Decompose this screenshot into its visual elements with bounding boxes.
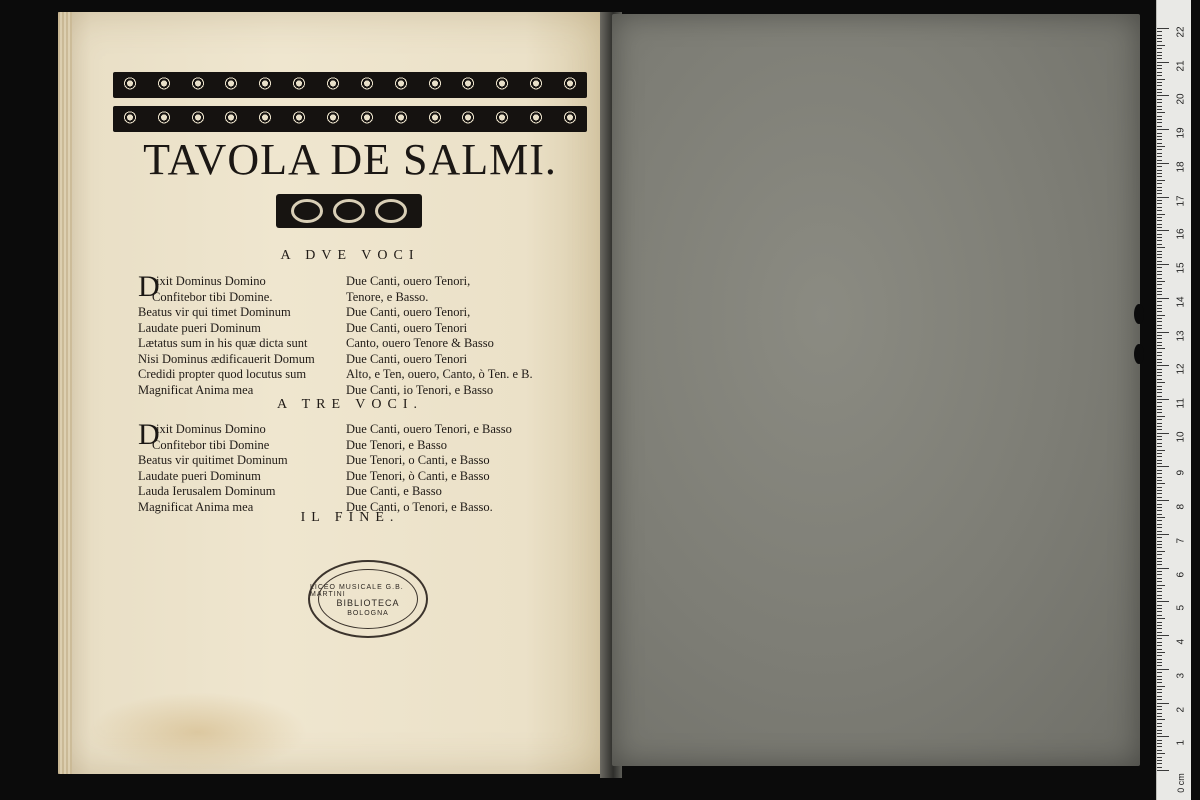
ruler-tick xyxy=(1157,109,1162,110)
vignette-ornament xyxy=(276,194,422,228)
ruler-tick xyxy=(1157,645,1162,646)
ruler-tick xyxy=(1157,564,1162,565)
ruler-tick xyxy=(1157,568,1169,569)
ruler-tick xyxy=(1157,763,1162,764)
ruler-tick xyxy=(1157,45,1165,46)
ruler-tick xyxy=(1157,92,1162,93)
ruler-tick xyxy=(1157,369,1162,370)
ruler-tick xyxy=(1157,591,1162,592)
ruler-tick xyxy=(1157,541,1162,542)
section-heading-two-voices: A DVE VOCI xyxy=(280,248,420,263)
ruler-tick xyxy=(1157,220,1162,221)
page-title: TAVOLA DE SALMI. xyxy=(143,135,557,184)
ruler-tick xyxy=(1157,699,1162,700)
ruler-tick xyxy=(1157,325,1162,326)
ruler-tick xyxy=(1157,716,1162,717)
ruler-tick xyxy=(1157,409,1162,410)
ruler-tick xyxy=(1157,480,1162,481)
ruler-tick xyxy=(1157,524,1162,525)
ruler-tick xyxy=(1157,558,1162,559)
ruler-tick xyxy=(1157,139,1162,140)
ruler-tick xyxy=(1157,153,1162,154)
ruler-tick xyxy=(1157,416,1165,417)
ruler-tick xyxy=(1157,224,1162,225)
section-heading-three-voices: A TRE VOCI. xyxy=(277,397,423,412)
ruler-tick xyxy=(1157,89,1162,90)
ruler-tick xyxy=(1157,638,1162,639)
ruler-label: 8 xyxy=(1175,504,1187,510)
ruler-tick xyxy=(1157,736,1169,737)
ruler-tick xyxy=(1157,267,1162,268)
ruler-label: 4 xyxy=(1175,639,1187,645)
ruler-tick xyxy=(1157,294,1162,295)
ruler-label: 5 xyxy=(1175,605,1187,611)
ruler-tick xyxy=(1157,362,1162,363)
ruler-tick xyxy=(1157,244,1162,245)
ruler-tick xyxy=(1157,652,1165,653)
ruler-tick xyxy=(1157,305,1162,306)
ruler-tick xyxy=(1157,595,1162,596)
ruler-tick xyxy=(1157,176,1162,177)
ruler-tick xyxy=(1157,571,1162,572)
ruler-tick xyxy=(1157,214,1165,215)
ruler-tick xyxy=(1157,682,1162,683)
ruler-label: 19 xyxy=(1175,127,1187,139)
ruler-tick xyxy=(1157,48,1162,49)
ruler-tick xyxy=(1157,534,1169,535)
ruler-tick xyxy=(1157,561,1162,562)
ruler-tick xyxy=(1157,733,1162,734)
ruler-tick xyxy=(1157,439,1162,440)
ruler-tick xyxy=(1157,291,1162,292)
table-row: Nisi Dominus ædificauerit Domum Due Canti, ouero Tenori xyxy=(138,351,468,366)
ruler-tick xyxy=(1157,288,1162,289)
ruler-tick xyxy=(1157,740,1162,741)
ruler-tick xyxy=(1157,450,1165,451)
ruler-tick xyxy=(1157,605,1162,606)
ruler-tick xyxy=(1157,588,1162,589)
ruler-tick xyxy=(1157,709,1162,710)
ruler-tick xyxy=(1157,163,1169,164)
ruler-tick xyxy=(1157,767,1162,768)
ruler-tick xyxy=(1157,578,1162,579)
ruler-tick xyxy=(1157,247,1165,248)
ruler-tick xyxy=(1157,207,1162,208)
library-stamp xyxy=(308,560,428,638)
ruler-tick xyxy=(1157,507,1162,508)
ruler-tick xyxy=(1157,311,1162,312)
ruler-tick xyxy=(1157,470,1162,471)
ruler-tick xyxy=(1157,116,1162,117)
ruler-tick xyxy=(1157,146,1165,147)
ruler-tick xyxy=(1157,379,1162,380)
ruler-tick xyxy=(1157,487,1162,488)
stamp-line2: BIBLIOTECA xyxy=(336,597,400,608)
ruler-tick xyxy=(1157,632,1162,633)
ruler-tick xyxy=(1157,386,1162,387)
ruler-tick xyxy=(1157,190,1162,191)
ruler-tick xyxy=(1157,345,1162,346)
ruler-tick xyxy=(1157,79,1165,80)
ruler-tick xyxy=(1157,234,1162,235)
ruler-tick xyxy=(1157,615,1162,616)
ruler-tick xyxy=(1157,520,1162,521)
ruler-tick xyxy=(1157,527,1162,528)
ruler-tick xyxy=(1157,129,1169,130)
ruler-tick xyxy=(1157,95,1169,96)
ruler-tick xyxy=(1157,463,1162,464)
ruler-tick xyxy=(1157,382,1165,383)
printed-page xyxy=(58,12,608,774)
stamp-line3: BOLOGNA xyxy=(347,609,389,617)
ruler-tick xyxy=(1157,608,1162,609)
ruler-label: 3 xyxy=(1175,672,1187,679)
ruler-tick xyxy=(1157,649,1162,650)
ruler-tick xyxy=(1157,315,1165,316)
ruler-tick xyxy=(1157,355,1162,356)
ruler-tick xyxy=(1157,574,1162,575)
ruler-tick xyxy=(1157,375,1162,376)
ruler-tick xyxy=(1157,625,1162,626)
ruler-tick xyxy=(1157,419,1162,420)
table-row: Lætatus sum in his quæ dicta sunt Canto, ouero Tenore & Basso xyxy=(138,336,494,350)
ruler-tick xyxy=(1157,679,1162,680)
ruler-tick xyxy=(1157,200,1162,201)
ruler-tick xyxy=(1157,601,1169,602)
ruler-tick xyxy=(1157,531,1162,532)
stamp-line1: LICEO MUSICALE G.B. MARTINI xyxy=(310,583,404,598)
ruler-tick xyxy=(1157,402,1162,403)
ruler-tick xyxy=(1157,436,1162,437)
ruler-tick xyxy=(1157,210,1162,211)
ruler-tick xyxy=(1157,58,1162,59)
ruler-tick xyxy=(1157,328,1162,329)
table-row: Magnificat Anima mea Due Canti, o Tenori, e Basso. xyxy=(138,499,493,514)
ruler-tick xyxy=(1157,143,1162,144)
ruler-tick xyxy=(1157,611,1162,612)
ruler-tick xyxy=(1157,187,1162,188)
ruler-tick xyxy=(1157,396,1162,397)
ruler-tick xyxy=(1157,493,1162,494)
paper-stain xyxy=(88,692,308,772)
ruler-tick xyxy=(1157,274,1162,275)
ruler-tick xyxy=(1157,348,1165,349)
ruler-tick xyxy=(1157,35,1162,36)
ruler-tick xyxy=(1157,217,1162,218)
measurement-ruler xyxy=(1156,0,1191,800)
ruler-tick xyxy=(1157,133,1162,134)
dropcap: D xyxy=(138,418,160,451)
page-edge xyxy=(58,12,72,774)
ruler-tick xyxy=(1157,149,1162,150)
ruler-tick xyxy=(1157,730,1162,731)
ruler-tick xyxy=(1157,352,1162,353)
ruler-tick xyxy=(1157,500,1169,501)
ruler-tick xyxy=(1157,655,1162,656)
ruler-tick xyxy=(1157,230,1169,231)
table-row: Credidi propter quod locutus sum Alto, e Ten, ouero, Canto, ò Ten. e B. xyxy=(138,367,533,381)
ruler-tick xyxy=(1157,753,1165,754)
ruler-label: 9 xyxy=(1175,470,1187,476)
ruler-tick xyxy=(1157,622,1162,623)
ruler-tick xyxy=(1157,264,1169,265)
table-row: Confitebor tibi Domine. Tenore, e Basso. xyxy=(152,289,429,304)
ruler-tick xyxy=(1157,257,1162,258)
ruler-tick xyxy=(1157,483,1165,484)
ruler-tick xyxy=(1157,497,1162,498)
ruler-tick xyxy=(1157,126,1162,127)
ruler-label: 12 xyxy=(1175,363,1187,375)
ruler-tick xyxy=(1157,453,1162,454)
ruler-tick xyxy=(1157,598,1162,599)
ruler-tick xyxy=(1157,392,1162,393)
ruler-tick xyxy=(1157,692,1162,693)
table-row: ixit Dominus Domino Due Canti, ouero Tenori, e Basso xyxy=(156,422,512,436)
ruler-tick xyxy=(1157,547,1162,548)
ruler-tick xyxy=(1157,106,1162,107)
ruler-tick xyxy=(1157,52,1162,53)
ruler-tick xyxy=(1157,180,1165,181)
ornament-band-top xyxy=(113,72,587,98)
psalm-list-three-voices xyxy=(138,418,618,515)
ruler-tick xyxy=(1157,635,1169,636)
ruler-label: 15 xyxy=(1175,262,1187,274)
leaf-notch xyxy=(1134,344,1144,364)
ruler-tick xyxy=(1157,203,1162,204)
table-row: Confitebor tibi Domine Due Tenori, e Basso xyxy=(152,437,447,452)
ruler-tick xyxy=(1157,281,1165,282)
ruler-tick xyxy=(1157,760,1162,761)
ruler-tick xyxy=(1157,443,1162,444)
ruler-tick xyxy=(1157,581,1162,582)
ruler-tick xyxy=(1157,342,1162,343)
ruler-tick xyxy=(1157,318,1162,319)
ruler-tick xyxy=(1157,423,1162,424)
ruler-label: 18 xyxy=(1175,161,1187,173)
ruler-tick xyxy=(1157,82,1162,83)
ruler-tick xyxy=(1157,251,1162,252)
ruler-label: 11 xyxy=(1175,398,1187,409)
ruler-tick xyxy=(1157,585,1165,586)
ruler-tick xyxy=(1157,389,1162,390)
ruler-tick xyxy=(1157,665,1162,666)
ruler-tick xyxy=(1157,750,1162,751)
ruler-tick xyxy=(1157,156,1162,157)
ruler-tick xyxy=(1157,514,1162,515)
ruler-tick xyxy=(1157,102,1162,103)
ruler-tick xyxy=(1157,254,1162,255)
ruler-tick xyxy=(1157,38,1162,39)
ruler-tick xyxy=(1157,456,1162,457)
ruler-tick xyxy=(1157,510,1162,511)
leaf-notch xyxy=(1134,304,1144,324)
ruler-tick xyxy=(1157,406,1162,407)
ruler-tick xyxy=(1157,719,1165,720)
ruler-tick xyxy=(1157,55,1162,56)
ruler-tick xyxy=(1157,446,1162,447)
ruler-tick xyxy=(1157,85,1162,86)
ruler-tick xyxy=(1157,517,1165,518)
ruler-tick xyxy=(1157,544,1162,545)
ruler-tick xyxy=(1157,298,1169,299)
ruler-tick xyxy=(1157,696,1162,697)
dropcap: D xyxy=(138,270,160,303)
ruler-tick xyxy=(1157,160,1162,161)
table-row: Beatus vir qui timet Dominum Due Canti, ouero Tenori, xyxy=(138,305,471,319)
ruler-tick xyxy=(1157,338,1162,339)
ruler-tick xyxy=(1157,757,1162,758)
ornament-band-bottom xyxy=(113,106,587,132)
ruler-tick xyxy=(1157,477,1162,478)
ruler-tick xyxy=(1157,72,1162,73)
ruler-tick xyxy=(1157,99,1162,100)
ruler-tick xyxy=(1157,112,1165,113)
ruler-tick xyxy=(1157,686,1165,687)
ruler-tick xyxy=(1157,726,1162,727)
ruler-tick xyxy=(1157,490,1162,491)
ruler-tick xyxy=(1157,743,1162,744)
ruler-tick xyxy=(1157,429,1162,430)
ruler-tick xyxy=(1157,618,1165,619)
ruler-tick xyxy=(1157,332,1169,333)
ruler-tick xyxy=(1157,197,1169,198)
blank-leaf xyxy=(612,14,1140,766)
ruler-tick xyxy=(1157,642,1162,643)
ruler-tick xyxy=(1157,271,1162,272)
ruler-tick xyxy=(1157,173,1162,174)
ruler-label: 17 xyxy=(1175,195,1187,207)
ruler-tick xyxy=(1157,551,1165,552)
ruler-label: 22 xyxy=(1175,26,1187,38)
ruler-tick xyxy=(1157,193,1162,194)
ruler-tick xyxy=(1157,122,1162,123)
ruler-tick xyxy=(1157,433,1169,434)
ruler-tick xyxy=(1157,321,1162,322)
ruler-tick xyxy=(1157,412,1162,413)
ruler-tick xyxy=(1157,399,1169,400)
table-row: Laudate pueri Dominum Due Tenori, ò Canti, e Basso xyxy=(138,468,490,483)
ruler-tick xyxy=(1157,659,1162,660)
ruler-tick xyxy=(1157,308,1162,309)
ruler-tick xyxy=(1157,183,1162,184)
ruler-tick xyxy=(1157,713,1162,714)
ruler-tick xyxy=(1157,537,1162,538)
table-row: Lauda Ierusalem Dominum Due Canti, e Basso xyxy=(138,484,442,498)
ruler-label: 2 xyxy=(1175,706,1187,713)
ruler-tick xyxy=(1157,240,1162,241)
table-row: Beatus vir quitimet Dominum Due Tenori, o Canti, e Basso xyxy=(138,453,490,467)
ruler-tick xyxy=(1157,706,1162,707)
ruler-tick xyxy=(1157,227,1162,228)
ruler-label: 1 xyxy=(1175,740,1187,746)
ruler-label: 6 xyxy=(1175,571,1187,578)
ruler-tick xyxy=(1157,261,1162,262)
ruler-tick xyxy=(1157,359,1162,360)
ruler-tick xyxy=(1157,41,1162,42)
ruler-unit: 0 cm xyxy=(1175,773,1186,793)
ruler-label: 7 xyxy=(1175,537,1187,544)
ruler-tick xyxy=(1157,31,1162,32)
ruler-tick xyxy=(1157,669,1169,670)
ruler-tick xyxy=(1157,504,1162,505)
ruler-tick xyxy=(1157,672,1162,673)
ruler-tick xyxy=(1157,365,1169,366)
ruler-tick xyxy=(1157,62,1169,63)
ruler-tick xyxy=(1157,335,1162,336)
ruler-tick xyxy=(1157,170,1162,171)
ruler-tick xyxy=(1157,119,1162,120)
table-row: Laudate pueri Dominum Due Canti, ouero Tenori xyxy=(138,320,468,335)
ruler-label: 13 xyxy=(1175,329,1187,342)
ruler-tick xyxy=(1157,372,1162,373)
psalm-list-two-voices xyxy=(138,270,618,398)
ruler-tick xyxy=(1157,166,1162,167)
table-row: Magnificat Anima mea Due Canti, io Tenori, e Basso xyxy=(138,382,494,397)
ruler-label: 14 xyxy=(1175,296,1187,308)
ruler-tick xyxy=(1157,746,1162,747)
ruler-label: 10 xyxy=(1175,431,1187,443)
ruler-tick xyxy=(1157,460,1162,461)
ruler-tick xyxy=(1157,75,1162,76)
ruler-tick xyxy=(1157,68,1162,69)
ruler-tick xyxy=(1157,426,1162,427)
ruler-tick xyxy=(1157,136,1162,137)
ruler-tick xyxy=(1157,284,1162,285)
end-text: IL FINE. xyxy=(300,510,400,525)
ruler-tick xyxy=(1157,278,1162,279)
table-row: ixit Dominus Domino Due Canti, ouero Tenori, xyxy=(156,274,471,288)
ruler-label: 16 xyxy=(1175,228,1187,240)
ruler-tick xyxy=(1157,662,1162,663)
ruler-tick xyxy=(1157,723,1162,724)
ruler-tick xyxy=(1157,689,1162,690)
ruler-tick xyxy=(1157,301,1162,302)
ruler-tick xyxy=(1157,554,1162,555)
ruler-tick xyxy=(1157,466,1169,467)
ruler-tick xyxy=(1157,676,1162,677)
ruler-label: 20 xyxy=(1175,93,1187,105)
ruler-tick xyxy=(1157,65,1162,66)
ruler-tick xyxy=(1157,703,1169,704)
ruler-tick xyxy=(1157,237,1162,238)
ruler-label: 21 xyxy=(1175,60,1187,72)
ruler-tick xyxy=(1157,770,1169,771)
ruler-tick xyxy=(1157,628,1162,629)
ruler-tick xyxy=(1157,28,1169,29)
ruler-tick xyxy=(1157,473,1162,474)
